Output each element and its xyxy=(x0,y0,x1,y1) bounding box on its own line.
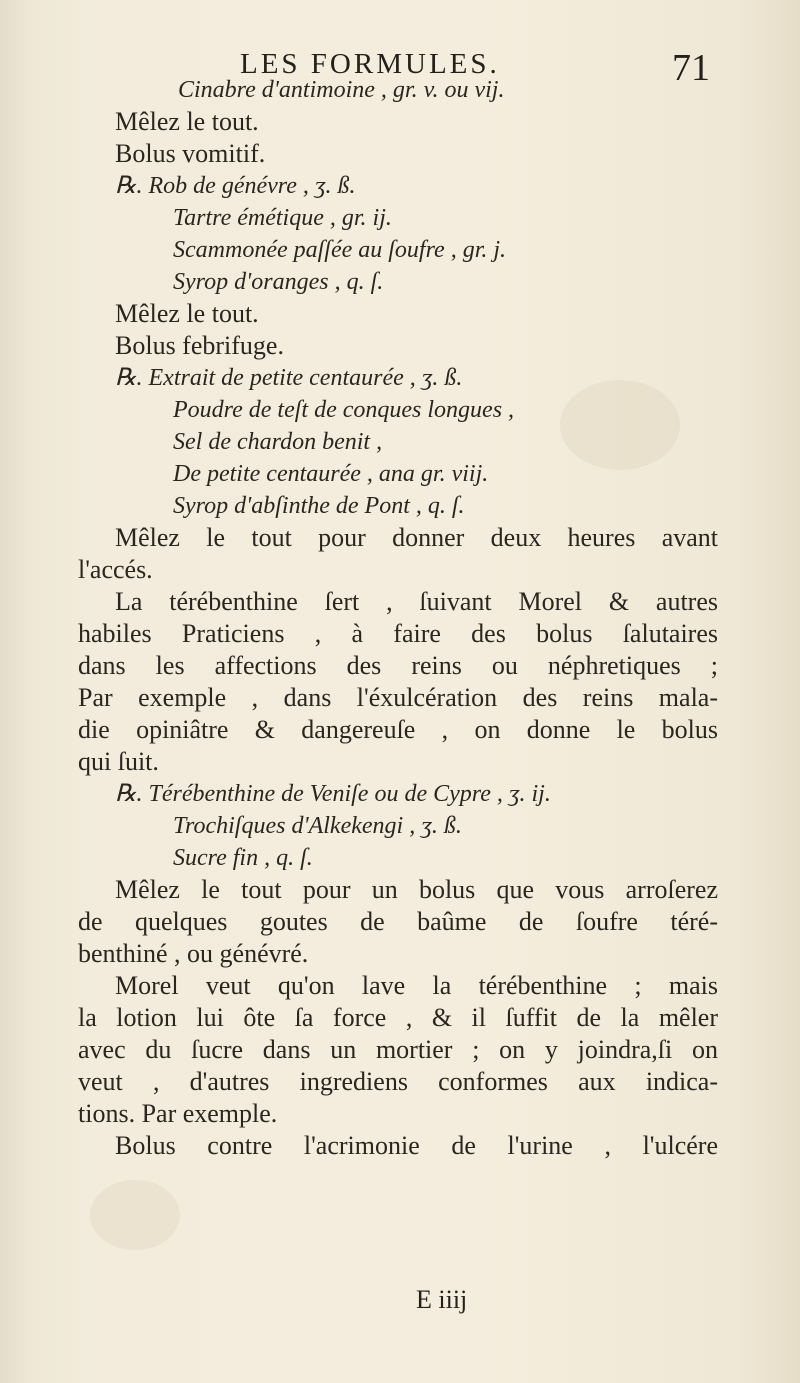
text-line: Tartre émétique , gr. ij. xyxy=(173,205,392,231)
text-line: dans les affections des reins ou néphretiques ; xyxy=(78,651,718,680)
text-line: l'accés. xyxy=(78,555,153,584)
text-line: Par exemple , dans l'éxulcération des reins mala- xyxy=(78,683,718,712)
text-line: Morel veut qu'on lave la térébenthine ; mais xyxy=(115,971,718,1000)
text-line: veut , d'autres ingrediens conformes aux indica- xyxy=(78,1067,718,1096)
paper-stain xyxy=(90,1180,180,1250)
running-head: LES FORMULES. xyxy=(240,48,500,80)
text-line: qui ſuit. xyxy=(78,747,159,776)
text-line: ℞. Rob de génévre , ʒ. ß. xyxy=(115,173,356,199)
text-line: la lotion lui ôte ſa force , & il ſuffit de la mêler xyxy=(78,1003,718,1032)
text-line: de quelques goutes de baûme de ſoufre téré- xyxy=(78,907,718,936)
text-line: benthiné , ou génévré. xyxy=(78,939,309,968)
text-line: Mêlez le tout. xyxy=(115,299,259,328)
text-line: Cinabre d'antimoine , gr. v. ou vij. xyxy=(178,77,505,103)
text-line: Syrop d'abſinthe de Pont , q. ſ. xyxy=(173,493,465,519)
text-line: ℞. Térébenthine de Veniſe ou de Cypre , ʒ. ij. xyxy=(115,781,551,807)
text-line: Mêlez le tout. xyxy=(115,107,259,136)
text-line: ℞. Extrait de petite centaurée , ʒ. ß. xyxy=(115,365,463,391)
text-line: Bolus febrifuge. xyxy=(115,331,284,360)
page-number: 71 xyxy=(672,47,710,89)
text-line: die opiniâtre & dangereuſe , on donne le bolus xyxy=(78,715,718,744)
text-line: Mêlez le tout pour un bolus que vous arroſerez xyxy=(115,875,718,904)
text-line: Sel de chardon benit , xyxy=(173,429,383,455)
text-line: La térébenthine ſert , ſuivant Morel & autres xyxy=(115,587,718,616)
text-line: Bolus vomitif. xyxy=(115,139,266,168)
text-line: Poudre de teſt de conques longues , xyxy=(173,397,515,423)
text-line: tions. Par exemple. xyxy=(78,1099,278,1128)
text-line: Syrop d'oranges , q. ſ. xyxy=(173,269,384,295)
text-line: De petite centaurée , ana gr. viij. xyxy=(173,461,489,487)
text-line: avec du ſucre dans un mortier ; on y joindra,ſi on xyxy=(78,1035,718,1064)
text-line: habiles Praticiens , à faire des bolus ſalutaires xyxy=(78,619,718,648)
text-line: Bolus contre l'acrimonie de l'urine , l'ulcére xyxy=(115,1131,718,1160)
body-text xyxy=(78,74,718,1162)
text-line: Mêlez le tout pour donner deux heures avant xyxy=(115,523,718,552)
text-line: Scammonée paſſée au ſoufre , gr. j. xyxy=(173,237,507,263)
signature-mark: E iiij xyxy=(416,1285,468,1314)
text-line: Sucre fin , q. ſ. xyxy=(173,845,313,871)
text-line: Trochiſques d'Alkekengi , ʒ. ß. xyxy=(173,813,462,839)
